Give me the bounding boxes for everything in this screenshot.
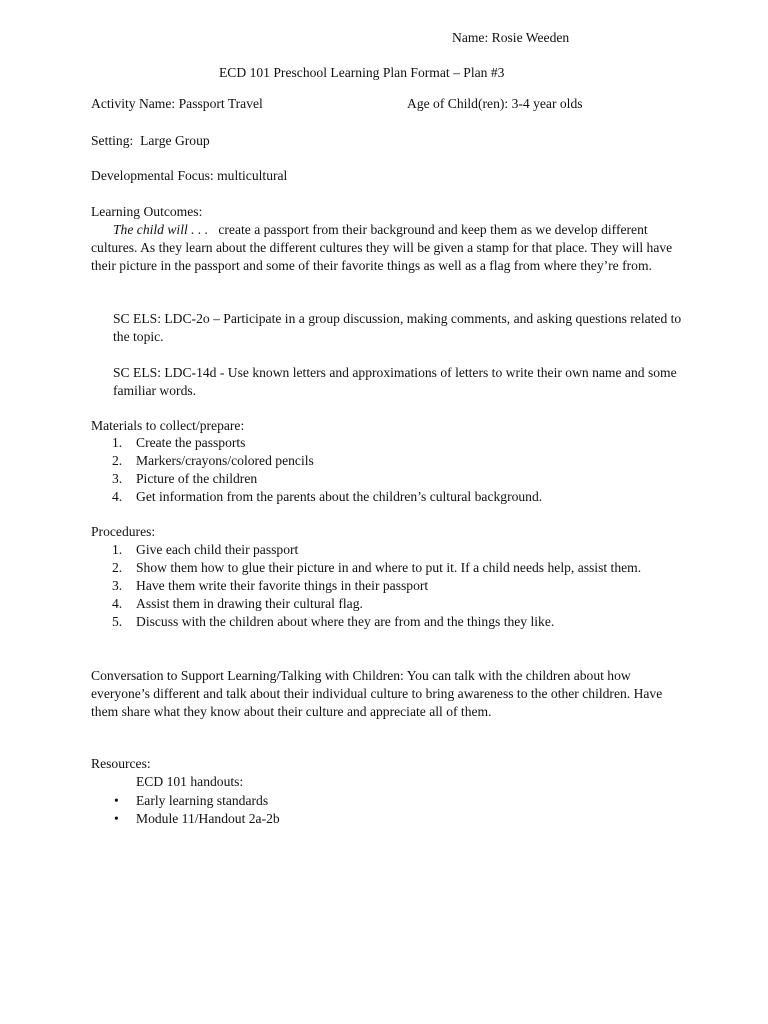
list-item: 2. Show them how to glue their picture in and where to put it. If a child needs help, assist them.	[112, 560, 642, 575]
materials-heading: Materials to collect/prepare:	[91, 418, 245, 433]
list-item: 5. Discuss with the children about where they are from and the things they like.	[112, 614, 555, 629]
learning-outcomes-text	[91, 221, 681, 275]
list-item: 3. Picture of the children	[112, 471, 258, 486]
procedures-list	[112, 541, 656, 631]
list-item: 4. Assist them in drawing their cultural flag.	[112, 596, 363, 611]
age-value: 3-4 year olds	[511, 96, 583, 111]
conversation-paragraph: Conversation to Support Learning/Talking with Children: You can talk with the children about how everyone’s different and talk about their individual culture to bring awareness to the other children. Have them share what they know about their culture and appreciate all of them.	[91, 668, 663, 719]
procedures-heading: Procedures:	[91, 524, 156, 539]
age-of-children	[407, 95, 583, 113]
bullet: •	[114, 811, 119, 826]
outcome-lead: The child will . . .	[113, 222, 209, 237]
materials-list	[112, 434, 656, 506]
list-item: 1. Create the passports	[112, 435, 246, 450]
setting-label: Setting:	[91, 133, 134, 148]
name-label: Name:	[452, 30, 489, 45]
list-item: 4. Get information from the parents about the children’s cultural background.	[112, 489, 543, 504]
els-standard: SC ELS: LDC-2o – Participate in a group discussion, making comments, and asking questions related to the topic.	[113, 311, 682, 344]
resources-heading: Resources:	[91, 756, 151, 771]
bullet: •	[114, 793, 119, 808]
activity-value: Passport Travel	[178, 96, 263, 111]
activity-name	[91, 95, 263, 113]
list-item: • Early learning standards	[114, 793, 269, 808]
els-standard: SC ELS: LDC-14d - Use known letters and approximations of letters to write their own name and some familiar words.	[113, 365, 677, 398]
focus-value: multicultural	[217, 168, 288, 183]
age-label: Age of Child(ren):	[407, 96, 509, 111]
student-name	[452, 29, 569, 47]
list-item: 3. Have them write their favorite things in their passport	[112, 578, 429, 593]
developmental-focus	[91, 167, 287, 185]
name-value: Rosie Weeden	[491, 30, 570, 45]
list-item: • Module 11/Handout 2a-2b	[114, 811, 280, 826]
focus-label: Developmental Focus:	[91, 168, 214, 183]
outcome-body: create a passport from their background and keep them as we develop different cultures. As they learn about the different cultures they will be given a stamp for that place. They will have their picture in the passport and some of their favorite things as well as a flag from where they’re from.	[91, 222, 673, 273]
setting	[91, 132, 210, 150]
resources-subheading: ECD 101 handouts:	[136, 774, 244, 789]
document-title: ECD 101 Preschool Learning Plan Format – Plan #3	[219, 65, 505, 80]
setting-value: Large Group	[140, 133, 210, 148]
learning-outcomes-heading: Learning Outcomes:	[91, 204, 203, 219]
list-item: 2. Markers/crayons/colored pencils	[112, 453, 314, 468]
activity-label: Activity Name:	[91, 96, 176, 111]
resources-list	[112, 792, 656, 828]
list-item: 1. Give each child their passport	[112, 542, 299, 557]
